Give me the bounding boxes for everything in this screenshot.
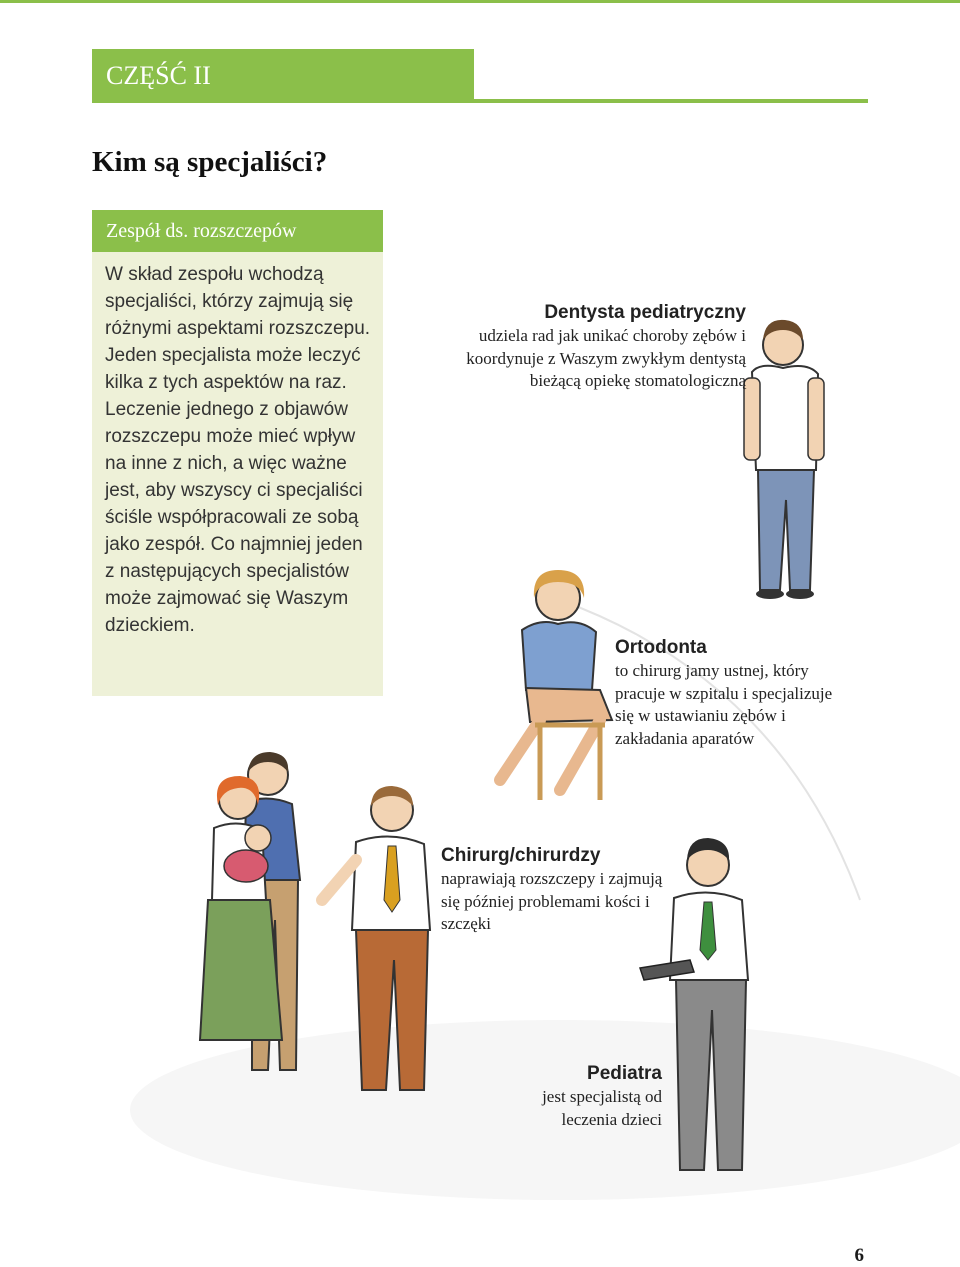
- caption-dentist-title: Dentysta pediatryczny: [544, 302, 746, 323]
- dentist-shoe-right: [786, 589, 814, 599]
- dentist-figure: [744, 320, 824, 599]
- baby-body: [224, 850, 268, 882]
- caption-surgeon-body: naprawiają rozszczepy i zajmują się później problemami kości i szczęki: [441, 869, 663, 933]
- ortho-legs: [500, 720, 600, 790]
- orthodontist-figure: [500, 570, 612, 800]
- caption-dentist-body: udziela rad jak unikać choroby zębów i koordynuje z Waszym zwykłym dentystą bieżącą opiekę stomatologiczną: [466, 326, 746, 390]
- mother-skirt: [200, 900, 282, 1040]
- dentist-arm-left: [744, 378, 760, 460]
- page-title: Kim są specjaliści?: [92, 146, 328, 178]
- doctor2-arm: [322, 860, 356, 900]
- ortho-blouse: [522, 622, 596, 690]
- caption-ped-body: jest specjalistą od leczenia dzieci: [542, 1087, 662, 1129]
- family-figure: [200, 752, 300, 1070]
- caption-orthodontist: [615, 636, 845, 750]
- baby-head: [245, 825, 271, 851]
- caption-ped-title: Pediatra: [587, 1063, 662, 1084]
- caption-surgeon: [441, 844, 681, 936]
- section-heading: Zespół ds. rozszczepów: [92, 210, 383, 252]
- part-banner: CZĘŚĆ II: [92, 49, 474, 103]
- caption-surgeon-title: Chirurg/chirurdzy: [441, 845, 601, 866]
- dentist-trousers: [758, 470, 814, 590]
- page-number: 6: [854, 1245, 864, 1266]
- caption-pediatric-dentist: [420, 301, 746, 393]
- caption-pediatrician: [490, 1062, 662, 1131]
- dentist-arm-right: [808, 378, 824, 460]
- caption-ortho-title: Ortodonta: [615, 637, 707, 658]
- section-body: W skład zespołu wchodzą specjaliści, którzy zajmują się różnymi aspektami rozszczepu. Jeden specjalista może leczyć kilka z tych aspektów na raz. Leczenie jednego z objawów rozszczepu może mieć wpływ na inne z nich, a więc ważne jest, aby wszyscy ci specjaliści ściśle współpracowali ze sobą jako zespół. Co najmniej jeden z następujących specjalistów może zajmować się Waszym dzieckiem.: [105, 264, 371, 636]
- dentist-shoe-left: [756, 589, 784, 599]
- caption-ortho-body: to chirurg jamy ustnej, który pracuje w szpitalu i specjalizuje się w ustawianiu zębów i zakładania aparatów: [615, 661, 833, 748]
